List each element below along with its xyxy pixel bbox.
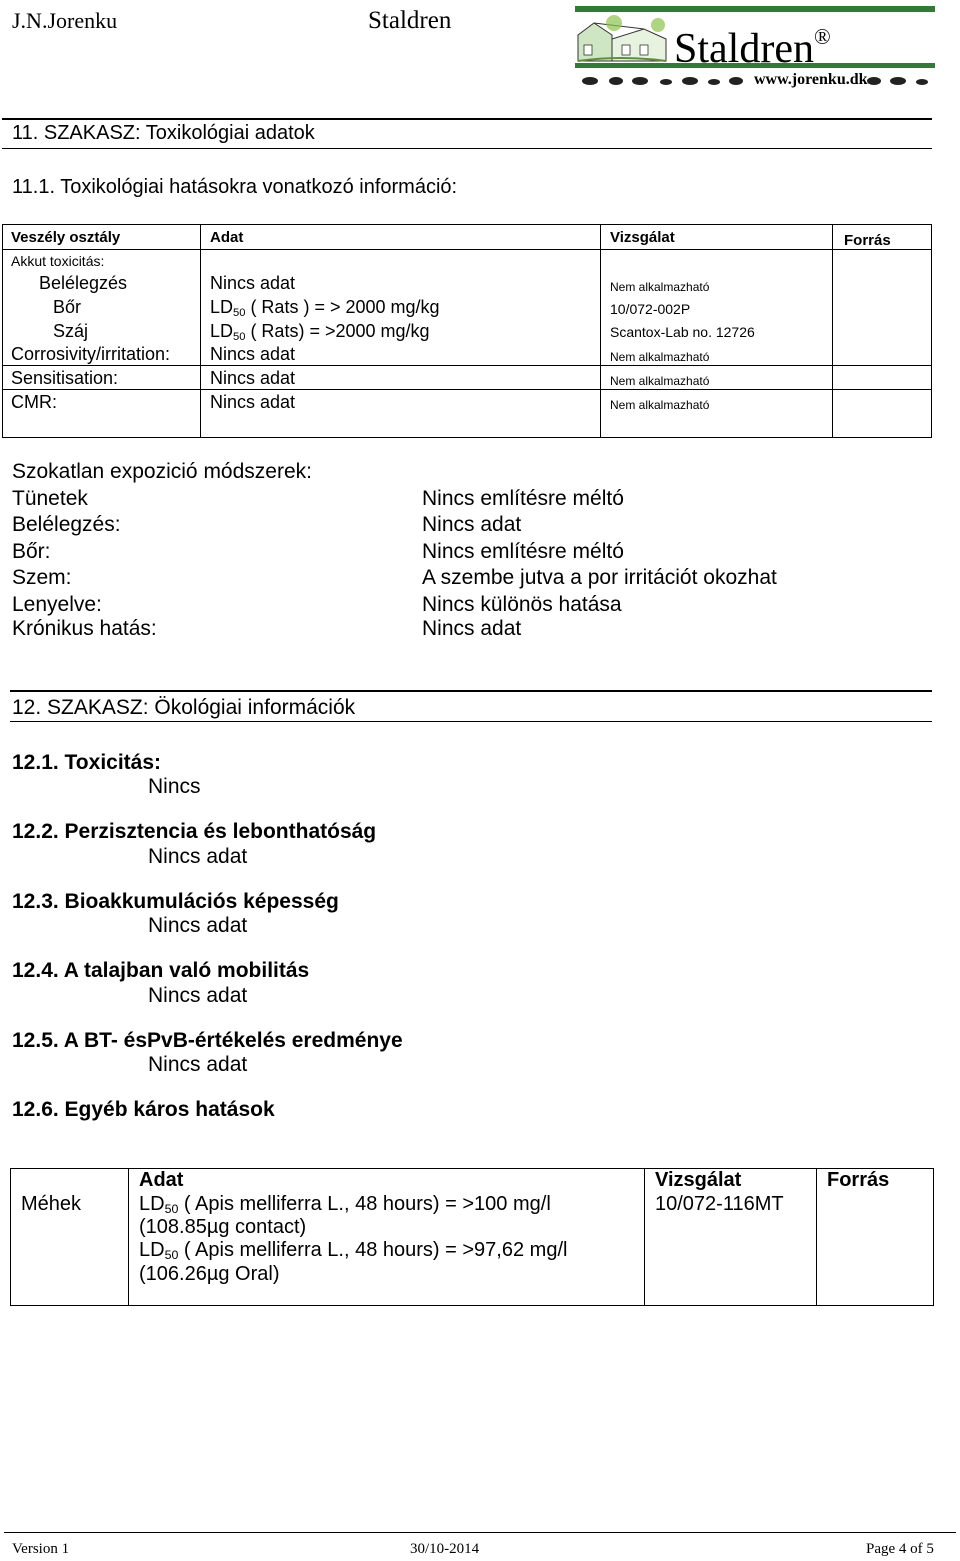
exposure-value: Nincs adat	[422, 513, 522, 536]
section-rule	[2, 118, 932, 120]
section12-value: Nincs adat	[148, 1053, 248, 1076]
footer-date: 30/10-2014	[410, 1541, 480, 1557]
col-header: Veszély osztály	[11, 229, 121, 246]
exposure-value: Nincs adat	[422, 617, 522, 640]
footer-version: Version 1	[12, 1541, 70, 1557]
section12-heading: 12.3. Bioakkumulációs képesség	[12, 890, 339, 913]
row-test: 10/072-002P	[610, 301, 691, 317]
section12-heading: 12.5. A BT- ésPvB-értékelés eredménye	[12, 1029, 403, 1052]
section-rule	[2, 148, 932, 149]
section12-heading: 12.6. Egyéb káros hatások	[12, 1098, 275, 1121]
row-data: $LD_{50}$ ( Rats ) = > 2000 mg/kg	[210, 297, 440, 319]
col-header: Forrás	[827, 1169, 890, 1191]
exposure-label: Lenyelve:	[12, 593, 102, 616]
header-company: J.N.Jorenku	[12, 8, 118, 33]
exposure-value: Nincs említésre méltó	[422, 540, 624, 563]
row-label: Száj	[53, 321, 89, 341]
row-data: $LD_{50}$ ( Rats) = >2000 mg/kg	[210, 321, 430, 343]
row-data: Nincs adat	[210, 392, 296, 412]
exposure-label: Bőr:	[12, 540, 51, 563]
exposure-label: Szem:	[12, 566, 72, 589]
row-test: Scantox-Lab no. 12726	[610, 324, 755, 340]
col-header: Adat	[210, 229, 244, 246]
section12-value: Nincs adat	[148, 984, 248, 1007]
section11-subtitle: 11.1. Toxikológiai hatásokra vonatkozó információ:	[12, 176, 458, 198]
section12-heading: 12.2. Perzisztencia és lebonthatóság	[12, 820, 377, 843]
section12-title: 12. SZAKASZ: Ökológiai információk	[12, 696, 356, 719]
logo-url: www.jorenku.dk	[754, 71, 868, 88]
row-data: (106.26µg Oral)	[139, 1263, 280, 1285]
section12-heading: 12.4. A talajban való mobilitás	[12, 959, 310, 982]
toxicology-table	[2, 224, 932, 438]
group-label: Akkut toxicitás:	[11, 253, 105, 269]
row-label: Sensitisation:	[11, 368, 119, 388]
exposure-value: Nincs különös hatása	[422, 593, 622, 616]
exposure-label: Tünetek	[12, 487, 88, 510]
row-label: Bőr	[53, 297, 82, 317]
row-test: Nem alkalmazható	[610, 398, 710, 412]
section12-value: Nincs adat	[148, 914, 248, 937]
exposure-label: Belélegzés:	[12, 513, 121, 536]
row-data: $LD_{50}$ ( Apis melliferra L., 48 hours) = >97,62 mg/l	[139, 1239, 568, 1263]
footer-page: Page 4 of 5	[866, 1541, 934, 1557]
row-test: Nem alkalmazható	[610, 350, 710, 364]
row-test: 10/072-116MT	[655, 1193, 784, 1215]
row-data: Nincs adat	[210, 273, 296, 293]
section12-heading: 12.1. Toxicitás:	[12, 751, 162, 774]
section12-value: Nincs	[148, 775, 201, 798]
row-test: Nem alkalmazható	[610, 280, 710, 294]
row-data: $LD_{50}$ ( Apis melliferra L., 48 hours) = >100 mg/l	[139, 1193, 551, 1217]
col-header: Vizsgálat	[655, 1169, 742, 1191]
bee-toxicity-table	[10, 1168, 934, 1306]
header-product: Staldren	[368, 7, 452, 34]
col-header: Adat	[139, 1169, 184, 1191]
row-label: Méhek	[21, 1193, 82, 1215]
row-label: Belélegzés	[39, 273, 128, 293]
exposure-title: Szokatlan expozició módszerek:	[12, 460, 312, 483]
staldren-logo	[574, 5, 936, 91]
exposure-value: A szembe jutva a por irritációt okozhat	[422, 566, 777, 589]
section-rule	[10, 721, 932, 722]
row-label: Corrosivity/irritation:	[11, 344, 171, 364]
section12-value: Nincs adat	[148, 845, 248, 868]
section11-title: 11. SZAKASZ: Toxikológiai adatok	[12, 122, 315, 144]
exposure-value: Nincs említésre méltó	[422, 487, 624, 510]
row-data: Nincs adat	[210, 368, 296, 388]
row-data: Nincs adat	[210, 344, 296, 364]
row-test: Nem alkalmazható	[610, 374, 710, 388]
footer-rule	[4, 1532, 956, 1533]
section-rule	[10, 690, 932, 692]
row-data: (108.85µg contact)	[139, 1216, 307, 1238]
col-header: Vizsgálat	[610, 229, 675, 246]
logo-text: Staldren®	[674, 24, 831, 72]
row-label: CMR:	[11, 392, 57, 412]
col-header: Forrás	[844, 232, 891, 249]
exposure-label: Krónikus hatás:	[12, 617, 157, 640]
